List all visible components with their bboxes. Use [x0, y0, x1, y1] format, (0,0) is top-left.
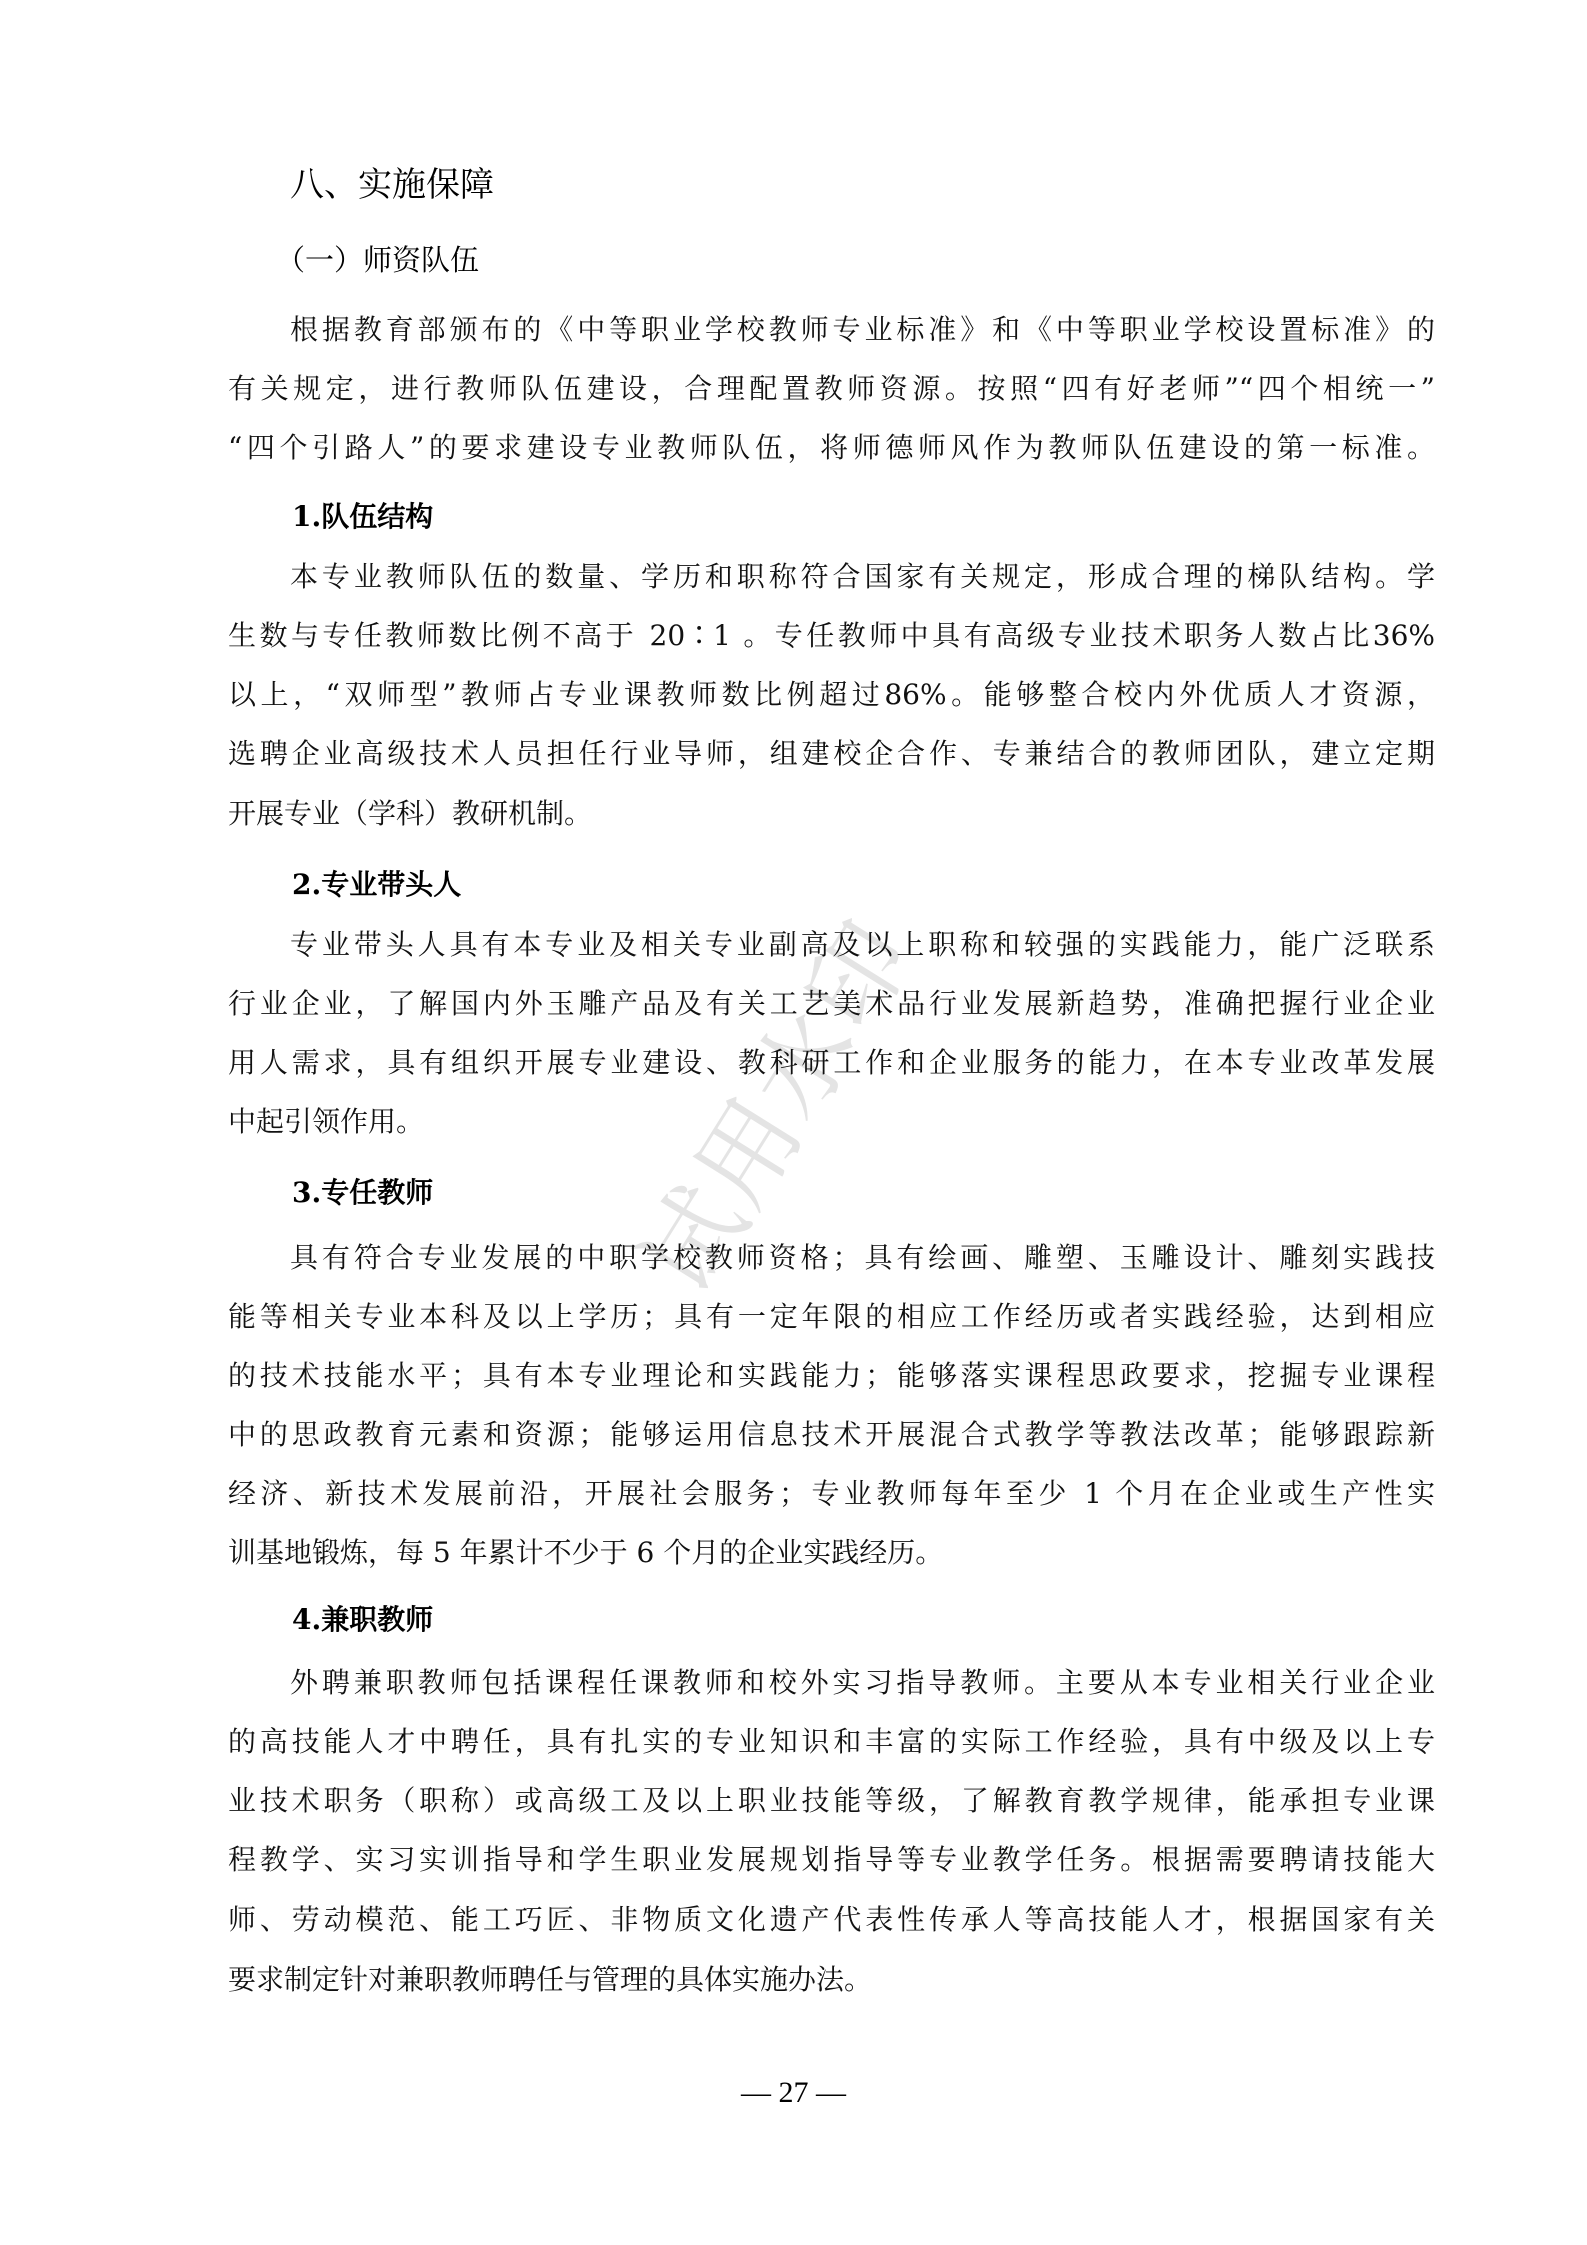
- page-number: — 27 —: [741, 2076, 846, 2109]
- intro-line: “四个引路人”的要求建设专业教师队伍，将师德师风作为教师队伍建设的第一标准。: [228, 431, 1435, 464]
- subsection-heading-program-leader: 2.专业带头人: [292, 868, 462, 901]
- intro-line: 有关规定，进行教师队伍建设，合理配置教师资源。按照“四有好老师”“四个相统一”: [228, 372, 1435, 405]
- trial-watermark: 试用水印: [617, 899, 938, 1314]
- paragraph-line: 经济、新技术发展前沿，开展社会服务；专业教师每年至少 1 个月在企业或生产性实: [228, 1477, 1435, 1510]
- paragraph-line: 的技术技能水平；具有本专业理论和实践能力；能够落实课程思政要求，挖掘专业课程: [228, 1359, 1435, 1392]
- paragraph-line: 以上，“双师型”教师占专业课教师数比例超过86%。能够整合校内外优质人才资源，: [228, 678, 1435, 711]
- paragraph-line: 外聘兼职教师包括课程任课教师和校外实习指导教师。主要从本专业相关行业企业: [290, 1666, 1435, 1699]
- paragraph-line: 要求制定针对兼职教师聘任与管理的具体实施办法。: [228, 1963, 873, 1996]
- paragraph-line: 能等相关专业本科及以上学历；具有一定年限的相应工作经历或者实践经验，达到相应: [228, 1300, 1435, 1333]
- paragraph-line: 程教学、实习实训指导和学生职业发展规划指导等专业教学任务。根据需要聘请技能大: [228, 1843, 1435, 1876]
- paragraph-line: 行业企业，了解国内外玉雕产品及有关工艺美术品行业发展新趋势，准确把握行业企业: [228, 987, 1435, 1020]
- paragraph-line: 用人需求，具有组织开展专业建设、教科研工作和企业服务的能力，在本专业改革发展: [228, 1046, 1435, 1079]
- paragraph-line: 训基地锻炼，每 5 年累计不少于 6 个月的企业实践经历。: [228, 1536, 944, 1569]
- section-title: （一）师资队伍: [276, 243, 480, 277]
- paragraph-line: 选聘企业高级技术人员担任行业导师，组建校企合作、专兼结合的教师团队，建立定期: [228, 737, 1435, 770]
- subsection-heading-part-time-teachers: 4.兼职教师: [292, 1603, 434, 1636]
- chapter-title: 八、实施保障: [290, 165, 494, 205]
- paragraph-line: 业技术职务（职称）或高级工及以上职业技能等级，了解教育教学规律，能承担专业课: [228, 1784, 1435, 1817]
- paragraph-line: 专业带头人具有本专业及相关专业副高及以上职称和较强的实践能力，能广泛联系: [290, 928, 1435, 961]
- paragraph-line: 中的思政教育元素和资源；能够运用信息技术开展混合式教学等教法改革；能够跟踪新: [228, 1418, 1435, 1451]
- paragraph-line: 中起引领作用。: [228, 1105, 425, 1138]
- paragraph-line: 本专业教师队伍的数量、学历和职称符合国家有关规定，形成合理的梯队结构。学: [290, 560, 1435, 593]
- paragraph-line: 生数与专任教师数比例不高于 20∶1 。专任教师中具有高级专业技术职务人数占比36%: [228, 619, 1435, 652]
- paragraph-line: 师、劳动模范、能工巧匠、非物质文化遗产代表性传承人等高技能人才，根据国家有关: [228, 1903, 1435, 1936]
- paragraph-line: 开展专业（学科）教研机制。: [228, 797, 593, 830]
- paragraph-line: 的高技能人才中聘任，具有扎实的专业知识和丰富的实际工作经验，具有中级及以上专: [228, 1725, 1435, 1758]
- subsection-heading-team-structure: 1.队伍结构: [292, 500, 434, 533]
- subsection-heading-full-time-teachers: 3.专任教师: [292, 1176, 434, 1209]
- intro-line: 根据教育部颁布的《中等职业学校教师专业标准》和《中等职业学校设置标准》的: [290, 313, 1435, 346]
- paragraph-line: 具有符合专业发展的中职学校教师资格；具有绘画、雕塑、玉雕设计、雕刻实践技: [290, 1241, 1435, 1274]
